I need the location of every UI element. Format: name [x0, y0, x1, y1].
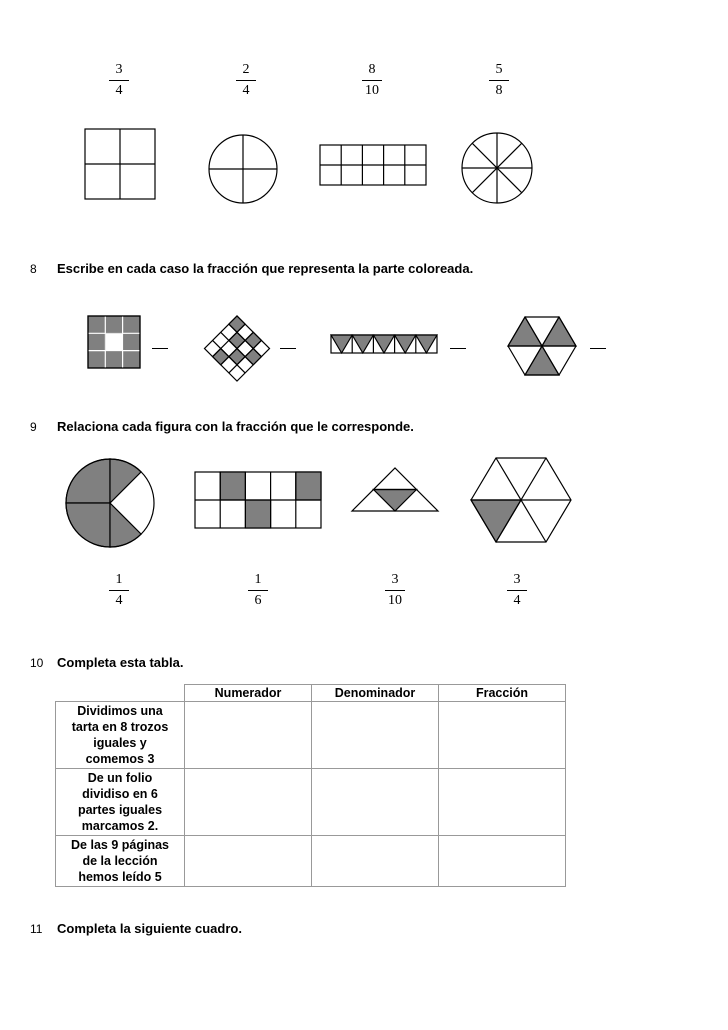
denominator: 6: [254, 593, 262, 608]
rectangle-grid-shaded-figure: [194, 471, 322, 529]
answer-line-1[interactable]: [152, 348, 168, 349]
fraction-q9-1: [99, 572, 139, 609]
answer-line-3[interactable]: [450, 348, 466, 349]
row-description: [56, 702, 185, 769]
description-line: tarta en 8 trozos: [71, 720, 169, 734]
denominator-cell[interactable]: [312, 836, 439, 887]
circle-three-quarters-figure: [64, 457, 156, 549]
triangle-shaded-figure: [351, 467, 441, 513]
fraction-cell[interactable]: [439, 769, 566, 836]
fraction-top-3: [352, 62, 392, 99]
question-8-text: Escribe en cada caso la fracción que representa la parte coloreada.: [57, 261, 474, 276]
header-fraccion: Fracción: [439, 685, 566, 702]
description-line: partes iguales: [77, 803, 163, 817]
description-line: de la lección: [82, 854, 158, 868]
fraction-top-2: [226, 62, 266, 99]
description-line: Dividimos una: [77, 704, 163, 718]
numerator: 1: [254, 572, 262, 587]
denominator: 10: [365, 83, 379, 98]
fraction-cell[interactable]: [439, 702, 566, 769]
description-line: De las 9 páginas: [71, 838, 169, 852]
question-11-text: Completa la siguiente cuadro.: [57, 921, 242, 936]
fraction-q9-2: [238, 572, 278, 609]
fraction-q9-3: [375, 572, 415, 609]
header-numerador: Numerador: [185, 685, 312, 702]
numerator-cell[interactable]: [185, 702, 312, 769]
rectangle-tenths-figure: [319, 144, 429, 186]
hexagon-one-sixth-figure: [467, 457, 577, 543]
denominator: 4: [242, 83, 250, 98]
fraction-cell[interactable]: [439, 836, 566, 887]
grid-shaded-figure: [87, 315, 141, 369]
denominator: 10: [388, 593, 402, 608]
diamond-checker-figure: [202, 314, 272, 384]
fractions-table: [55, 684, 566, 887]
numerator: 1: [115, 572, 123, 587]
row-description: [56, 836, 185, 887]
strip-triangles-figure: [330, 334, 440, 356]
denominator: 4: [115, 593, 123, 608]
denominator: 4: [115, 83, 123, 98]
description-line: dividiso en 6: [82, 787, 158, 801]
question-11-number: 11: [30, 922, 43, 936]
numerator: 8: [368, 62, 376, 77]
table-header-empty: [56, 685, 185, 702]
numerator-cell[interactable]: [185, 836, 312, 887]
table-row: [56, 836, 566, 887]
question-10-number: 10: [30, 656, 44, 670]
numerator: 3: [115, 62, 123, 77]
denominator: 8: [495, 83, 503, 98]
numerator: 3: [391, 572, 399, 587]
question-8-number: 8: [30, 262, 37, 276]
table-row: [56, 769, 566, 836]
denominator-cell[interactable]: [312, 702, 439, 769]
numerator: 5: [495, 62, 503, 77]
circle-eighths-figure: [460, 131, 534, 205]
fraction-top-4: [479, 62, 519, 99]
numerator: 2: [242, 62, 250, 77]
description-line: hemos leído 5: [78, 870, 162, 884]
description-line: comemos 3: [85, 752, 155, 766]
question-9-text: Relaciona cada figura con la fracción que le corresponde.: [57, 419, 414, 434]
description-line: De un folio: [87, 771, 153, 785]
circle-quarters-figure: [207, 133, 279, 205]
square-quarters-figure: [84, 128, 156, 200]
table-header-row: [56, 685, 566, 702]
row-description: [56, 769, 185, 836]
hexagon-shaded-figure: [505, 313, 579, 379]
numerator: 3: [513, 572, 521, 587]
question-9-number: 9: [30, 420, 37, 434]
header-denominador: Denominador: [312, 685, 439, 702]
fraction-q9-4: [497, 572, 537, 609]
description-line: iguales y: [93, 736, 147, 750]
answer-line-4[interactable]: [590, 348, 606, 349]
fraction-top-1: [99, 62, 139, 99]
question-10-text: Completa esta tabla.: [57, 655, 184, 670]
answer-line-2[interactable]: [280, 348, 296, 349]
table-row: [56, 702, 566, 769]
description-line: marcamos 2.: [81, 819, 159, 833]
denominator: 4: [513, 593, 521, 608]
denominator-cell[interactable]: [312, 769, 439, 836]
numerator-cell[interactable]: [185, 769, 312, 836]
